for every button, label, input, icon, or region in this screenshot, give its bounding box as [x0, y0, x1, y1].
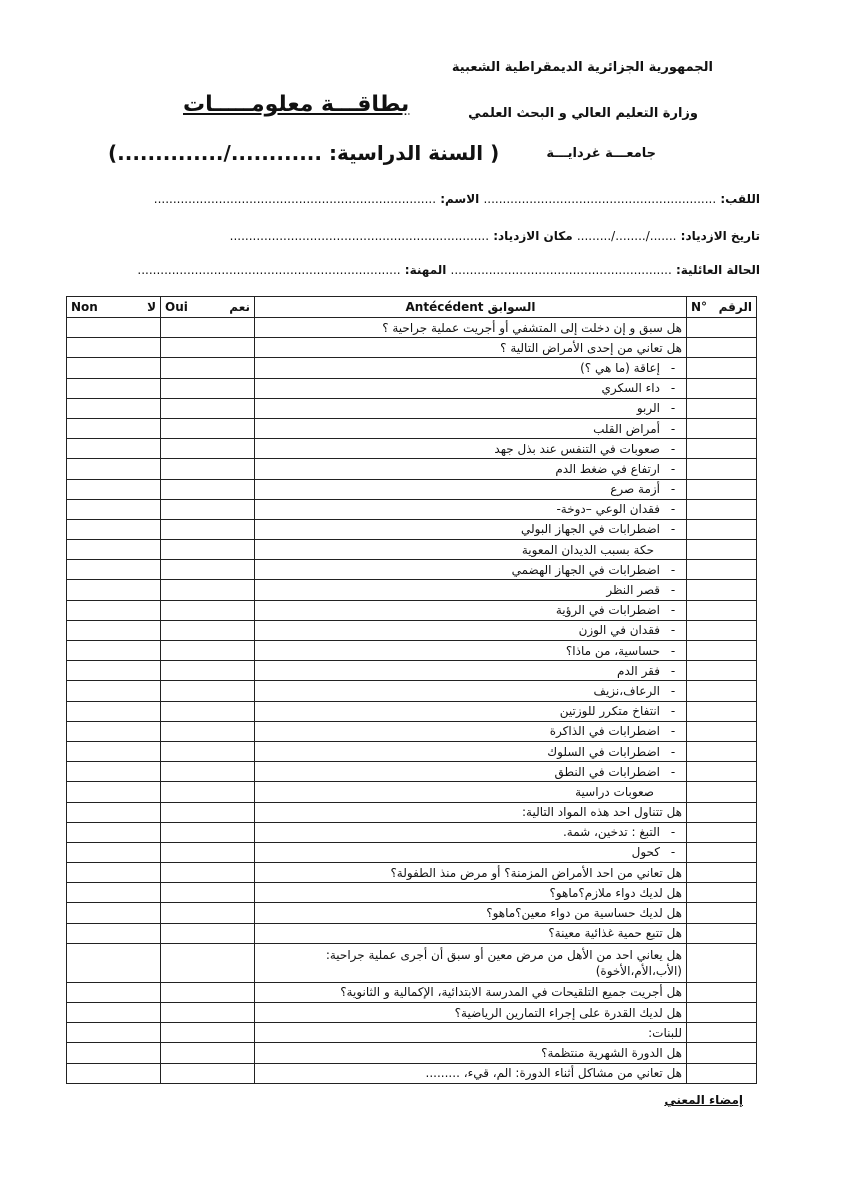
history-question-cell: - أزمة صرع: [255, 479, 687, 499]
yes-answer-cell[interactable]: [161, 519, 255, 539]
table-row: [67, 378, 757, 398]
col-history-header: [255, 297, 687, 318]
marital-field[interactable]: ..........................................................: [450, 263, 672, 277]
yes-answer-cell[interactable]: [161, 1003, 255, 1023]
table-row: [67, 1063, 757, 1083]
table-row: [67, 560, 757, 580]
yes-answer-cell[interactable]: [161, 822, 255, 842]
table-row: [67, 338, 757, 358]
no-answer-cell[interactable]: [67, 358, 161, 378]
history-question-cell: - اضطرابات في الجهاز البولي: [255, 519, 687, 539]
row-number-cell[interactable]: [687, 600, 757, 620]
row-number-cell[interactable]: [687, 1063, 757, 1083]
table-row: [67, 600, 757, 620]
table-row: [67, 782, 757, 802]
yes-answer-cell[interactable]: [161, 721, 255, 741]
no-answer-cell[interactable]: [67, 721, 161, 741]
row-number-cell[interactable]: [687, 863, 757, 883]
history-question-cell: - صعوبات في التنفس عند بذل جهد: [255, 439, 687, 459]
row-number-cell[interactable]: [687, 418, 757, 438]
col-history-ar: السوابق: [487, 300, 536, 314]
row-number-cell[interactable]: [687, 903, 757, 923]
yes-answer-cell[interactable]: [161, 1043, 255, 1063]
table-row: [67, 398, 757, 418]
yes-answer-cell[interactable]: [161, 903, 255, 923]
surname-label: اللقب:: [720, 192, 760, 206]
row-number-cell[interactable]: [687, 681, 757, 701]
no-answer-cell[interactable]: [67, 540, 161, 560]
row-number-cell[interactable]: [687, 883, 757, 903]
row-number-cell[interactable]: [687, 943, 757, 982]
marital-label: الحالة العائلية:: [675, 263, 760, 277]
no-answer-cell[interactable]: [67, 741, 161, 761]
col-no-ar: لا: [147, 300, 156, 314]
table-row: [67, 721, 757, 741]
no-answer-cell[interactable]: [67, 378, 161, 398]
yes-answer-cell[interactable]: [161, 560, 255, 580]
history-question-cell: هل تتبع حمية غذائية معينة؟: [255, 923, 687, 943]
table-row: [67, 418, 757, 438]
university-header: جامعـــة غردايـــة: [546, 146, 656, 161]
yes-answer-cell[interactable]: [161, 479, 255, 499]
table-row: [67, 519, 757, 539]
status-row: [137, 263, 760, 277]
table-row: [67, 943, 757, 982]
no-answer-cell[interactable]: [67, 620, 161, 640]
history-question-cell: - حساسية، من ماذا؟: [255, 641, 687, 661]
row-number-cell[interactable]: [687, 378, 757, 398]
table-row: [67, 661, 757, 681]
no-answer-cell[interactable]: [67, 519, 161, 539]
name-label: الاسم:: [440, 192, 480, 206]
birthplace-field[interactable]: ....................................................................: [229, 229, 490, 243]
yes-answer-cell[interactable]: [161, 701, 255, 721]
history-question-cell: هل تعاني من إحدى الأمراض التالية ؟: [255, 338, 687, 358]
row-number-cell[interactable]: [687, 641, 757, 661]
no-answer-cell[interactable]: [67, 1043, 161, 1063]
yes-answer-cell[interactable]: [161, 661, 255, 681]
yes-answer-cell[interactable]: [161, 378, 255, 398]
no-answer-cell[interactable]: [67, 580, 161, 600]
history-question-cell: حكة بسبب الديدان المعوية: [255, 540, 687, 560]
row-number-cell[interactable]: [687, 762, 757, 782]
table-row: [67, 822, 757, 842]
history-question-cell: للبنات:: [255, 1023, 687, 1043]
birthdate-field[interactable]: ......./......../.........: [576, 229, 677, 243]
no-answer-cell[interactable]: [67, 479, 161, 499]
no-answer-cell[interactable]: [67, 318, 161, 338]
history-question-cell: صعوبات دراسية: [255, 782, 687, 802]
table-row: [67, 358, 757, 378]
history-question-cell: - قصر النظر: [255, 580, 687, 600]
yes-answer-cell[interactable]: [161, 982, 255, 1002]
history-question-cell: هل أجريت جميع التلقيحات في المدرسة الابتدائية، الإكمالية و الثانوية؟: [255, 982, 687, 1002]
history-question-cell: - اضطرابات في النطق: [255, 762, 687, 782]
no-answer-cell[interactable]: [67, 903, 161, 923]
history-question-cell: - فقدان الوعي –دوخة-: [255, 499, 687, 519]
history-question-cell: - فقر الدم: [255, 661, 687, 681]
col-num-fr: N°: [691, 300, 708, 314]
table-row: [67, 802, 757, 822]
table-row: [67, 318, 757, 338]
table-header-row: [67, 297, 757, 318]
table-row: [67, 439, 757, 459]
table-row: [67, 701, 757, 721]
birth-row: [230, 229, 760, 243]
table-row: [67, 762, 757, 782]
row-number-cell[interactable]: [687, 338, 757, 358]
no-answer-cell[interactable]: [67, 661, 161, 681]
history-question-cell: - إعاقة (ما هي ؟): [255, 358, 687, 378]
table-row: [67, 681, 757, 701]
no-answer-cell[interactable]: [67, 418, 161, 438]
table-row: [67, 459, 757, 479]
row-number-cell[interactable]: [687, 479, 757, 499]
yes-answer-cell[interactable]: [161, 842, 255, 862]
row-number-cell[interactable]: [687, 560, 757, 580]
row-number-cell[interactable]: [687, 721, 757, 741]
history-question-cell: - اضطرابات في الجهاز الهضمي: [255, 560, 687, 580]
no-answer-cell[interactable]: [67, 762, 161, 782]
history-question-cell: - الربو: [255, 398, 687, 418]
row-number-cell[interactable]: [687, 1003, 757, 1023]
row-number-cell[interactable]: [687, 661, 757, 681]
col-num-ar: الرقم: [718, 300, 752, 314]
col-no-fr: Non: [71, 300, 98, 314]
col-yes-header: [161, 297, 255, 318]
no-answer-cell[interactable]: [67, 398, 161, 418]
col-history-fr: Antécédent: [405, 300, 484, 314]
history-question-cell: هل تعاني من احد الأمراض المزمنة؟ أو مرض منذ الطفولة؟: [255, 863, 687, 883]
no-answer-cell[interactable]: [67, 782, 161, 802]
history-question-cell: - ارتفاع في ضغط الدم: [255, 459, 687, 479]
yes-answer-cell[interactable]: [161, 600, 255, 620]
no-answer-cell[interactable]: [67, 641, 161, 661]
history-question-cell: هل سبق و إن دخلت إلى المتشفي أو أجريت عملية جراحية ؟: [255, 318, 687, 338]
row-number-cell[interactable]: [687, 822, 757, 842]
card-title: بطاقـــة معلومـــــات: [183, 92, 410, 117]
history-question-cell: هل لديك حساسية من دواء معين؟ماهو؟: [255, 903, 687, 923]
table-row: [67, 842, 757, 862]
row-number-cell[interactable]: [687, 499, 757, 519]
history-question-cell: هل لديك القدرة على إجراء التمارين الرياضية؟: [255, 1003, 687, 1023]
no-answer-cell[interactable]: [67, 439, 161, 459]
table-row: [67, 479, 757, 499]
history-question-cell: - كحول: [255, 842, 687, 862]
no-answer-cell[interactable]: [67, 842, 161, 862]
no-answer-cell[interactable]: [67, 499, 161, 519]
table-row: [67, 499, 757, 519]
no-answer-cell[interactable]: [67, 681, 161, 701]
no-answer-cell[interactable]: [67, 1023, 161, 1043]
row-number-cell[interactable]: [687, 1043, 757, 1063]
row-number-cell[interactable]: [687, 318, 757, 338]
yes-answer-cell[interactable]: [161, 318, 255, 338]
history-question-cell: هل الدورة الشهرية منتظمة؟: [255, 1043, 687, 1063]
yes-answer-cell[interactable]: [161, 580, 255, 600]
yes-answer-cell[interactable]: [161, 459, 255, 479]
no-answer-cell[interactable]: [67, 459, 161, 479]
no-answer-cell[interactable]: [67, 1003, 161, 1023]
history-question-cell: - اضطرابات في الرؤية: [255, 600, 687, 620]
col-num-header: [687, 297, 757, 318]
no-answer-cell[interactable]: [67, 802, 161, 822]
no-answer-cell[interactable]: [67, 560, 161, 580]
history-question-cell: هل يعاني احد من الأهل من مرض معين أو سبق أن أجرى عملية جراحية: (الأب،الأم،الأخوة): [255, 943, 687, 982]
surname-field[interactable]: .............................................................: [483, 192, 717, 206]
yes-answer-cell[interactable]: [161, 802, 255, 822]
history-question-cell: هل تعاني من مشاكل أثناء الدورة: الم، قيء، .........: [255, 1063, 687, 1083]
yes-answer-cell[interactable]: [161, 418, 255, 438]
row-number-cell[interactable]: [687, 398, 757, 418]
birthdate-label: تاريخ الازدياد:: [680, 229, 760, 243]
name-field[interactable]: ..........................................................................: [153, 192, 437, 206]
yes-answer-cell[interactable]: [161, 943, 255, 982]
table-row: [67, 540, 757, 560]
yes-answer-cell[interactable]: [161, 782, 255, 802]
yes-answer-cell[interactable]: [161, 741, 255, 761]
history-question-cell: هل لديك دواء ملازم؟ماهو؟: [255, 883, 687, 903]
table-row: [67, 883, 757, 903]
yes-answer-cell[interactable]: [161, 762, 255, 782]
academic-year: ( السنة الدراسية: ............/..............): [108, 141, 500, 165]
history-question-cell: هل تتناول احد هذه المواد التالية:: [255, 802, 687, 822]
no-answer-cell[interactable]: [67, 338, 161, 358]
no-answer-cell[interactable]: [67, 982, 161, 1002]
yes-answer-cell[interactable]: [161, 620, 255, 640]
history-question-cell: - فقدان في الوزن: [255, 620, 687, 640]
yes-answer-cell[interactable]: [161, 1063, 255, 1083]
row-number-cell[interactable]: [687, 459, 757, 479]
no-answer-cell[interactable]: [67, 943, 161, 982]
table-row: [67, 923, 757, 943]
yes-answer-cell[interactable]: [161, 398, 255, 418]
row-number-cell[interactable]: [687, 620, 757, 640]
yes-answer-cell[interactable]: [161, 540, 255, 560]
yes-answer-cell[interactable]: [161, 338, 255, 358]
row-number-cell[interactable]: [687, 923, 757, 943]
identity-row: [154, 192, 760, 206]
row-number-cell[interactable]: [687, 519, 757, 539]
table-row: [67, 641, 757, 661]
no-answer-cell[interactable]: [67, 600, 161, 620]
republic-header: الجمهورية الجزائرية الديمقراطية الشعبية: [451, 60, 713, 75]
yes-answer-cell[interactable]: [161, 923, 255, 943]
table-row: [67, 903, 757, 923]
row-number-cell[interactable]: [687, 701, 757, 721]
row-number-cell[interactable]: [687, 741, 757, 761]
history-question-cell: - اضطرابات في الذاكرة: [255, 721, 687, 741]
table-row: [67, 580, 757, 600]
table-row: [67, 1003, 757, 1023]
medical-history-table: [66, 296, 757, 1084]
col-no-header: [67, 297, 161, 318]
birthplace-label: مكان الازدياد:: [493, 229, 573, 243]
profession-field[interactable]: .....................................................................: [137, 263, 401, 277]
no-answer-cell[interactable]: [67, 863, 161, 883]
no-answer-cell[interactable]: [67, 701, 161, 721]
col-yes-ar: نعم: [229, 300, 250, 314]
col-yes-fr: Oui: [165, 300, 188, 314]
no-answer-cell[interactable]: [67, 1063, 161, 1083]
history-question-cell: - داء السكري: [255, 378, 687, 398]
row-number-cell[interactable]: [687, 982, 757, 1002]
table-row: [67, 982, 757, 1002]
history-question-cell: - اضطرابات في السلوك: [255, 741, 687, 761]
profession-label: المهنة:: [404, 263, 447, 277]
signature-label: إمضاء المعني: [664, 1093, 743, 1107]
yes-answer-cell[interactable]: [161, 863, 255, 883]
history-question-cell: - التبغ : تدخين، شمة.: [255, 822, 687, 842]
row-number-cell[interactable]: [687, 358, 757, 378]
history-question-cell: - انتفاخ متكرر للوزتين: [255, 701, 687, 721]
yes-answer-cell[interactable]: [161, 1023, 255, 1043]
row-number-cell[interactable]: [687, 782, 757, 802]
ministry-header: وزارة التعليم العالي و البحث العلمي: [468, 106, 698, 121]
yes-answer-cell[interactable]: [161, 499, 255, 519]
history-question-cell: - الرعاف،نزيف: [255, 681, 687, 701]
yes-answer-cell[interactable]: [161, 883, 255, 903]
table-row: [67, 1023, 757, 1043]
row-number-cell[interactable]: [687, 439, 757, 459]
no-answer-cell[interactable]: [67, 883, 161, 903]
yes-answer-cell[interactable]: [161, 358, 255, 378]
no-answer-cell[interactable]: [67, 822, 161, 842]
table-row: [67, 863, 757, 883]
row-number-cell[interactable]: [687, 842, 757, 862]
table-row: [67, 620, 757, 640]
table-row: [67, 741, 757, 761]
history-question-cell: - أمراض القلب: [255, 418, 687, 438]
yes-answer-cell[interactable]: [161, 439, 255, 459]
no-answer-cell[interactable]: [67, 923, 161, 943]
table-row: [67, 1043, 757, 1063]
row-number-cell[interactable]: [687, 540, 757, 560]
yes-answer-cell[interactable]: [161, 641, 255, 661]
yes-answer-cell[interactable]: [161, 681, 255, 701]
row-number-cell[interactable]: [687, 580, 757, 600]
row-number-cell[interactable]: [687, 802, 757, 822]
row-number-cell[interactable]: [687, 1023, 757, 1043]
